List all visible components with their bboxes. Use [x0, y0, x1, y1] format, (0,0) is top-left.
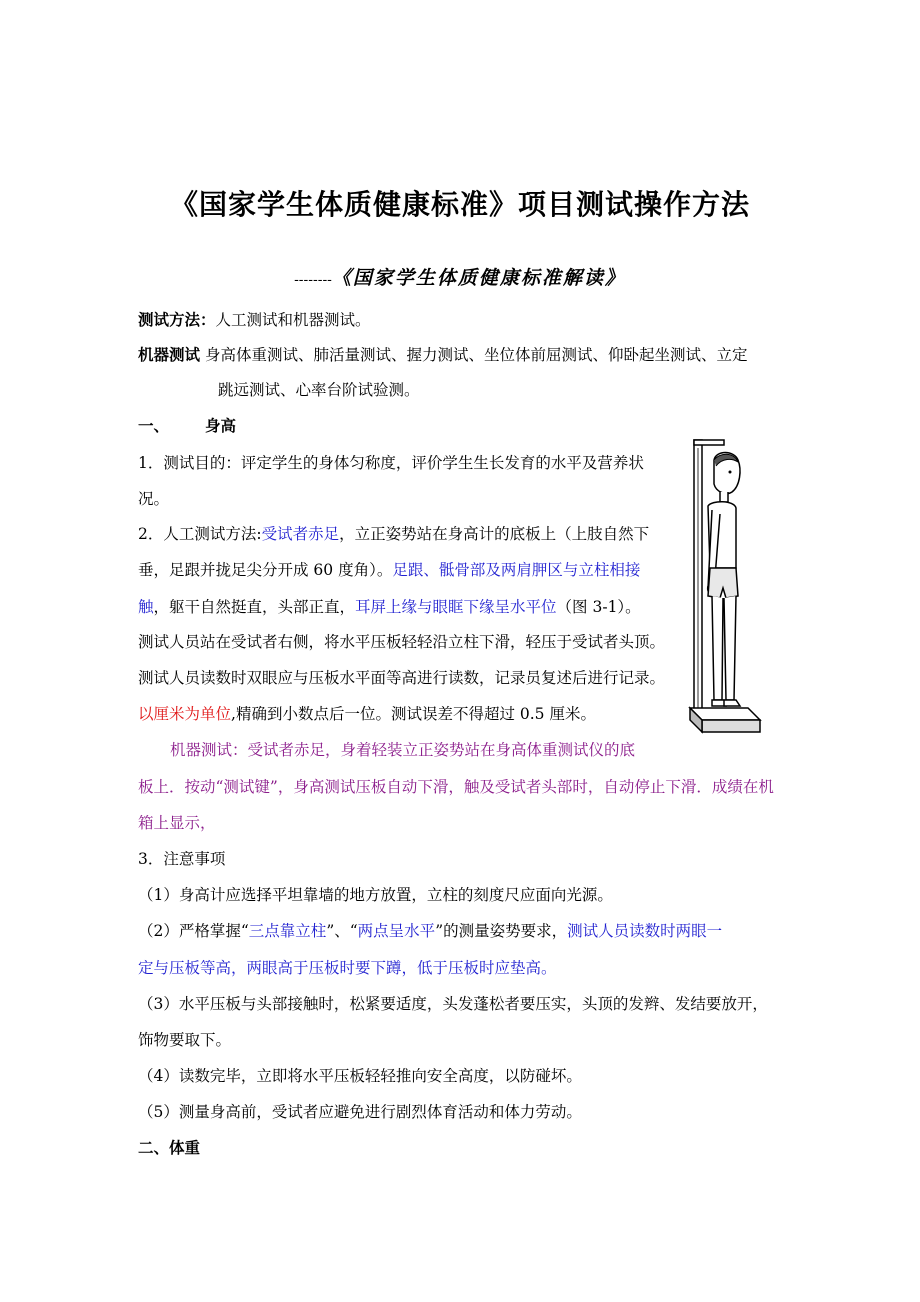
height-measurement-figure-icon [686, 438, 768, 742]
note-2-blue-1: 三点靠立柱 [248, 922, 327, 940]
subtitle-dash: -------- [294, 272, 332, 288]
machine-tests-label: 机器测试 [138, 345, 201, 364]
section1-number: 一、 [138, 416, 170, 435]
methods-text: 人工测试和机器测试。 [215, 311, 371, 329]
machine-line-1: 机器测试：受试者赤足，身着轻装立正姿势站在身高体重测试仪的底 [170, 741, 636, 759]
manual-label: 2．人工测试方法: [138, 525, 262, 543]
note-2-blue-2: 两点呈水平 [357, 922, 436, 940]
manual-line-3-blue-1: 触 [138, 598, 154, 616]
manual-line-3 [138, 597, 641, 617]
note-2-text-2: ”、“ [326, 922, 358, 940]
methods-line [138, 310, 371, 330]
document-title: 《国家学生体质健康标准》项目测试操作方法 [169, 188, 750, 221]
notes-heading: 3．注意事项 [138, 850, 226, 868]
section2-heading: 二、体重 [138, 1138, 201, 1157]
manual-line-6-text: ,精确到小数点后一位。测试误差不得超过 0.5 厘米。 [231, 705, 596, 723]
manual-line-1 [138, 524, 649, 544]
note-2-text-1: （2）严格掌握“ [138, 922, 249, 940]
machine-tests-text-1: 身高体重测试、肺活量测试、握力测试、坐位体前屈测试、仰卧起坐测试、立定 [204, 346, 748, 364]
manual-line-3-text-2: （图 3-1）。 [556, 598, 641, 616]
note-2-blue-3: 测试人员读数时两眼一 [567, 922, 723, 940]
manual-line-2 [138, 560, 640, 580]
note-2-line-1 [138, 921, 722, 941]
document-subtitle [0, 263, 920, 290]
purpose-line-1: 1．测试目的：评定学生的身体匀称度，评价学生生长发育的水平及营养状 [138, 454, 644, 472]
note-2-text-3: ”的测量姿势要求， [435, 922, 568, 940]
manual-line-5: 测试人员读数时双眼应与压板水平面等高进行读数，记录员复述后进行记录。 [138, 669, 666, 687]
machine-line-2: 板上．按动“测试键”，身高测试压板自动下滑，触及受试者头部时，自动停止下滑．成绩在机 [138, 778, 774, 796]
purpose-line-2: 况。 [138, 490, 170, 508]
machine-line-3: 箱上显示， [138, 814, 216, 832]
machine-tests-line-1 [138, 345, 747, 365]
manual-line-6 [138, 704, 596, 724]
section1-heading [138, 416, 236, 436]
machine-tests-line-2: 跳远测试、心率台阶试验测。 [218, 381, 420, 399]
note-1: （1）身高计应选择平坦靠墙的地方放置，立柱的刻度尺应面向光源。 [138, 886, 613, 904]
manual-barefoot: 受试者赤足 [261, 525, 340, 543]
note-2-line-2: 定与压板等高，两眼高于压板时要下蹲，低于压板时应垫高。 [138, 959, 557, 977]
manual-line-2-text: 垂，足跟并拢足尖分开成 60 度角）。 [138, 561, 393, 579]
manual-text-1: ，立正姿势站在身高计的底板上（上肢自然下 [339, 525, 650, 543]
manual-unit-red: 以厘米为单位 [138, 705, 232, 723]
section1-title: 身高 [205, 416, 237, 435]
note-3-line-2: 饰物要取下。 [138, 1031, 232, 1049]
manual-line-4: 测试人员站在受试者右侧，将水平压板轻轻沿立柱下滑，轻压于受试者头顶。 [138, 633, 666, 651]
subtitle-text: 《国家学生体质健康标准解读》 [331, 267, 626, 289]
manual-line-3-blue-2: 耳屏上缘与眼眶下缘呈水平位 [355, 598, 557, 616]
note-3-line-1: （3）水平压板与头部接触时，松紧要适度，头发蓬松者要压实，头顶的发辫、发结要放开， [138, 995, 768, 1013]
note-5: （5）测量身高前，受试者应避免进行剧烈体育活动和体力劳动。 [138, 1103, 582, 1121]
manual-line-3-text-1: ，躯干自然挺直，头部正直， [153, 598, 356, 616]
methods-label: 测试方法： [138, 310, 216, 329]
manual-line-2-blue: 足跟、骶骨部及两肩胛区与立柱相接 [392, 561, 641, 579]
note-4: （4）读数完毕，立即将水平压板轻轻推向安全高度，以防碰坏。 [138, 1067, 582, 1085]
